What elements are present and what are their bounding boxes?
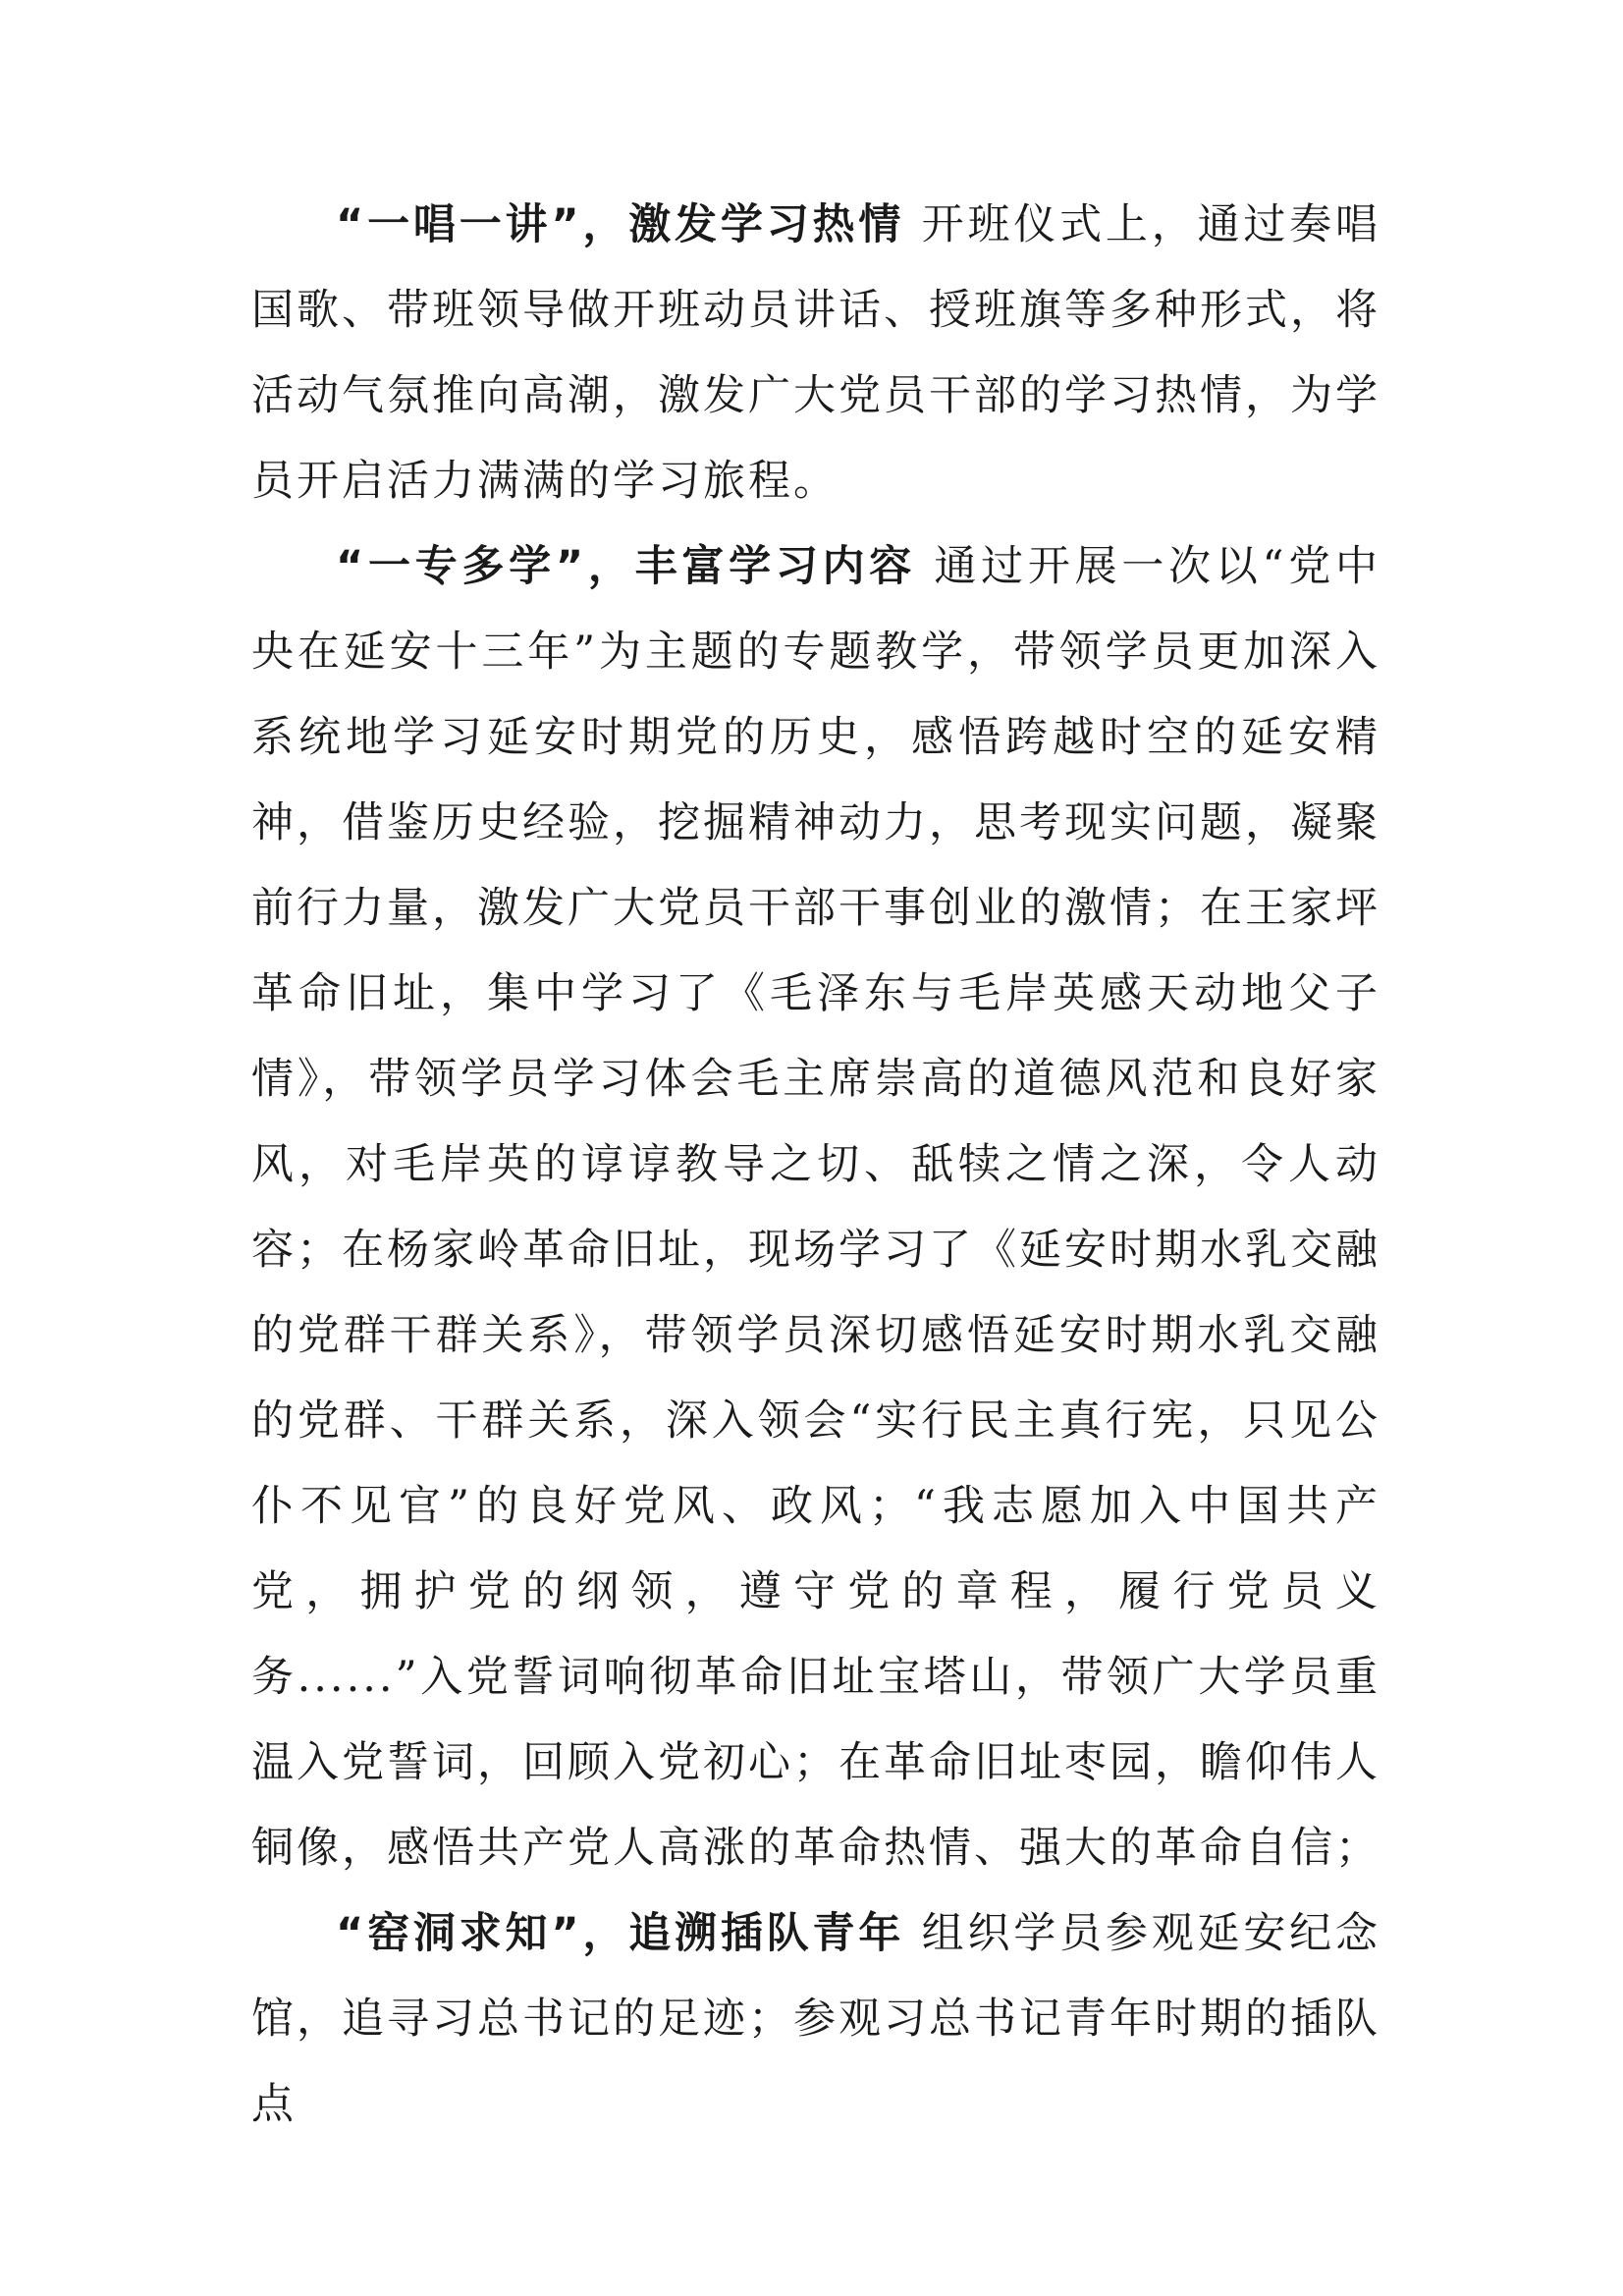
paragraph-text: 组织学员参观延安纪念馆，追寻习总书记的足迹；参观习总书记青年时期的插队点 [251, 1909, 1380, 2129]
paragraph-heading: “一唱一讲”，激发学习热情 [336, 200, 905, 249]
paragraph-text: 开班仪式上，通过奏唱国歌、带班领导做开班动员讲话、授班旗等多种形式，将活动气氛推向高潮，激发广大党员干部的学习热情，为学员开启活力满满的学习旅程。 [251, 200, 1380, 506]
paragraph-study-content [251, 524, 1380, 1891]
paragraph-cave-learning [251, 1891, 1380, 2148]
paragraph-text: 通过开展一次以“党中央在延安十三年”为主题的专题教学，带领学员更加深入系统地学习延安时期党的历史，感悟跨越时空的延安精神，借鉴历史经验，挖掘精神动力，思考现实问题，凝聚前行力量，激发广大党员干部干事创业的激情；在王家坪革命旧址，集中学习了《毛泽东与毛岸英感天动地父子情》，带领学员学习体会毛主席崇高的道德风范和良好家风，对毛岸英的谆谆教导之切、舐犊之情之深，令人动容；在杨家岭革命旧址，现场学习了《延安时期水乳交融的党群干群关系》，带领学员深切感悟延安时期水乳交融的党群、干群关系，深入领会“实行民主真行宪，只见公仆不见官”的良好党风、政风；“我志愿加入中国共产党，拥护党的纲领，遵守党的章程，履行党员义务......”入党誓词响彻革命旧址宝塔山，带领广大学员重温入党誓词，回顾入党初心；在革命旧址枣园，瞻仰伟人铜像，感悟共产党人高涨的革命热情、强大的革命自信； [251, 542, 1380, 1873]
paragraph-heading: “窑洞求知”，追溯插队青年 [336, 1909, 905, 1958]
document-body [251, 183, 1380, 2148]
paragraph-heading: “一专多学”，丰富学习内容 [336, 542, 917, 591]
paragraph-opening-ceremony [251, 183, 1380, 524]
